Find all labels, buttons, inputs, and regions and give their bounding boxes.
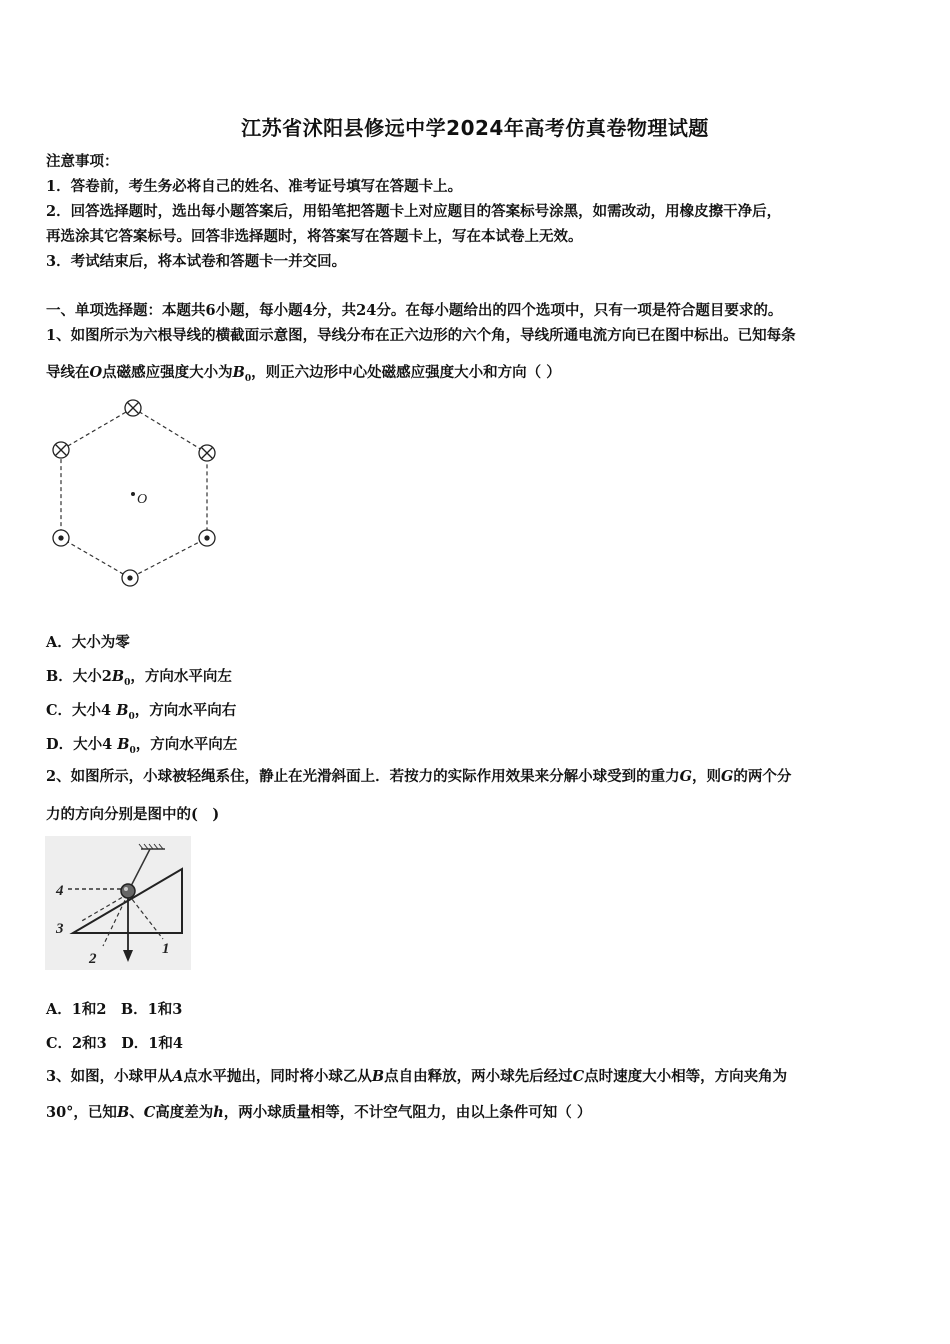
svg-text:4: 4 <box>56 883 64 899</box>
center-point <box>131 492 135 496</box>
q2-line1: 2、如图所示，小球被轻绳系住，静止在光滑斜面上．若按力的实际作用效果来分解小球受到的重力G，则G的两个分 <box>46 768 792 785</box>
q1-option-b[interactable]: B．大小$2B_0$，方向水平向左 <box>46 668 232 688</box>
notice-heading: 注意事项： <box>46 153 119 170</box>
q3-line1: 3、如图，小球甲从A点水平抛出，同时将小球乙从B点自由释放，两小球先后经过C点时速度大小相等，方向夹角为 <box>46 1068 788 1085</box>
section-heading: 一、单项选择题：本题共6小题，每小题4分，共24分。在每小题给出的四个选项中，只有一项是符合题目要求的。 <box>46 302 783 319</box>
q1-line2: 导线在O点磁感应强度大小为$B_0$，则正六边形中心处磁感应强度大小和方向（ ） <box>46 364 561 384</box>
page-title: 江苏省沭阳县修远中学2024年高考仿真卷物理试题 <box>241 116 709 140</box>
svg-text:1: 1 <box>162 941 170 957</box>
notice-item-3: 3．考试结束后，将本试卷和答题卡一并交回。 <box>46 253 347 270</box>
hexagon-wires-figure <box>40 395 240 595</box>
q1-option-a[interactable]: A．大小为零 <box>46 634 130 651</box>
wire-out-of-page-lower-left <box>53 530 69 546</box>
svg-text:2: 2 <box>89 951 97 967</box>
wire-into-page-upper-right <box>199 445 215 461</box>
wire-into-page-upper-left <box>53 442 69 458</box>
q2-options-row2[interactable]: C．2和3 D．1和4 <box>46 1035 183 1052</box>
notice-item-1: 1．答卷前，考生务必将自己的姓名、准考证号填写在答题卡上。 <box>46 178 463 195</box>
wire-out-of-page-lower-right <box>199 530 215 546</box>
q2-options-row1[interactable]: A．1和2 B．1和3 <box>46 1001 183 1018</box>
svg-text:3: 3 <box>56 921 64 937</box>
q2-line2: 力的方向分别是图中的( ) <box>46 806 220 823</box>
notice-item-2: 2．回答选择题时，选出每小题答案后，用铅笔把答题卡上对应题目的答案标号涂黑，如需改动，用橡皮擦干净后， <box>46 203 782 220</box>
q1-option-d[interactable]: D．大小4 $B_0$，方向水平向左 <box>46 736 238 756</box>
center-label: O <box>137 492 148 507</box>
wire-into-page-top <box>125 400 141 416</box>
incline-ball-figure <box>45 836 191 970</box>
q1-line1: 1、如图所示为六根导线的横截面示意图，导线分布在正六边形的六个角，导线所通电流方向已在图中标出。已知每条 <box>46 327 796 344</box>
notice-item-2-cont: 再选涂其它答案标号。回答非选择题时，将答案写在答题卡上，写在本试卷上无效。 <box>46 228 583 245</box>
q1-option-c[interactable]: C．大小4 $B_0$，方向水平向右 <box>46 702 237 722</box>
wire-out-of-page-bottom <box>122 570 138 586</box>
q3-line2: 30°，已知B、C高度差为h，两小球质量相等，不计空气阻力，由以上条件可知（ ） <box>46 1104 592 1121</box>
